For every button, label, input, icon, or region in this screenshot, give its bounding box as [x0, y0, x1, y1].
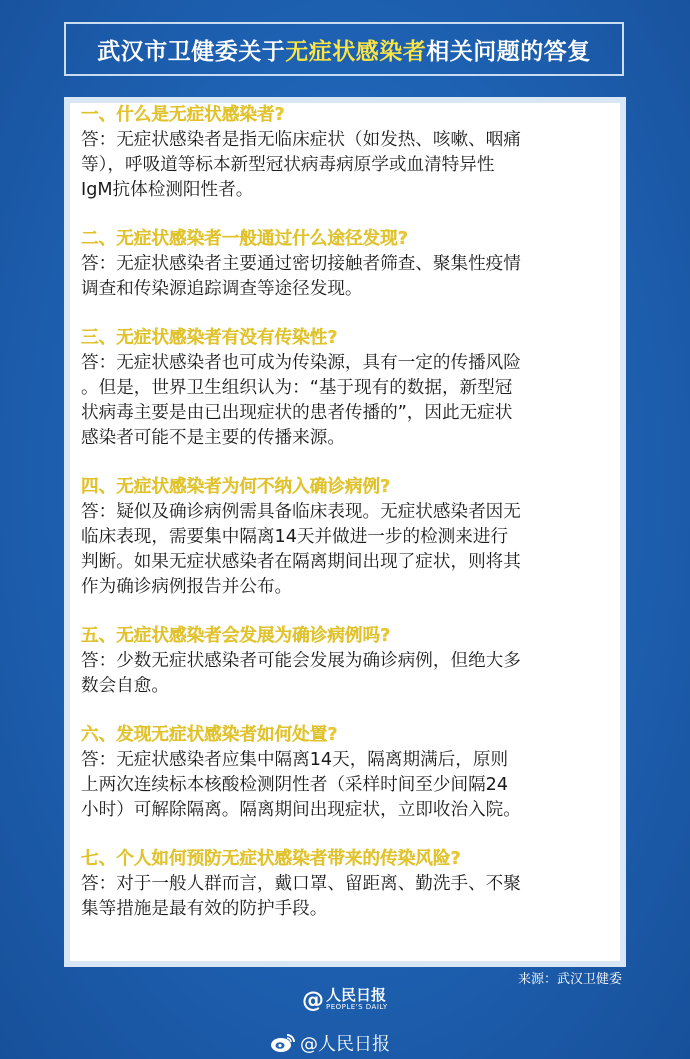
answer-1: 答：无症状感染者是指无临床症状（如发热、咳嗽、咽痛 等），呼吸道等标本新型冠状病毒病原学或血清特异性 IgM抗体检测阳性者。	[81, 130, 521, 200]
question-1: 一、什么是无症状感染者?	[81, 105, 285, 125]
weibo-icon	[270, 1033, 296, 1053]
question-6: 六、发现无症状感染者如何处置?	[81, 725, 338, 745]
qa-item-3	[81, 326, 626, 451]
question-2: 二、无症状感染者一般通过什么途径发现?	[81, 229, 408, 249]
qa-item-6	[81, 723, 626, 823]
qa-item-7	[81, 847, 626, 922]
answer-4: 答：疑似及确诊病例需具备临床表现。无症状感染者因无 临床表现，需要集中隔离14天并做进一步的检测来进行 判断。如果无症状感染者在隔离期间出现了症状，则将其 作为确诊病例报告并公布。	[81, 502, 521, 597]
weibo-watermark	[270, 1030, 390, 1056]
source-credit: 来源：武汉卫健委	[517, 972, 622, 987]
qa-item-2	[81, 227, 626, 302]
title-highlight: 无症状感染者	[285, 38, 427, 65]
answer-6: 答：无症状感染者应集中隔离14天，隔离期满后，原则 上两次连续标本核酸检测阴性者（采样时间至少间隔24 小时）可解除隔离。隔离期间出现症状，立即收治入院。	[81, 750, 521, 820]
answer-7: 答：对于一般人群而言，戴口罩、留距离、勤洗手、不聚 集等措施是最有效的防护手段。	[81, 874, 521, 919]
question-4: 四、无症状感染者为何不纳入确诊病例?	[81, 477, 391, 497]
title-suffix: 相关问题的答复	[426, 38, 591, 65]
watermark-text: @人民日报	[300, 1034, 390, 1055]
peoples-daily-logo	[302, 985, 388, 1013]
qa-item-4	[81, 475, 626, 600]
qa-item-1	[81, 103, 626, 203]
question-5: 五、无症状感染者会发展为确诊病例吗?	[81, 626, 391, 646]
page-title	[64, 22, 624, 76]
answer-3: 答：无症状感染者也可成为传染源，具有一定的传播风险 。但是，世界卫生组织认为：“基于现有的数据，新型冠 状病毒主要是由已出现症状的患者传播的”，因此无症状 感染者可能不是主要的传播来源。	[81, 353, 521, 448]
title-prefix: 武汉市卫健委关于	[97, 38, 286, 65]
logo-en: PEOPLE'S DAILY	[326, 1002, 388, 1011]
logo-at-icon: @	[302, 988, 324, 1013]
logo-brand	[326, 985, 388, 1013]
qa-item-5	[81, 624, 626, 699]
qa-card	[64, 97, 626, 967]
question-7: 七、个人如何预防无症状感染者带来的传染风险?	[81, 849, 461, 869]
answer-2: 答：无症状感染者主要通过密切接触者筛查、聚集性疫情 调查和传染源追踪调查等途径发现。	[81, 254, 521, 299]
answer-5: 答：少数无症状感染者可能会发展为确诊病例，但绝大多 数会自愈。	[81, 651, 521, 696]
logo-cn: 人民日报	[326, 985, 387, 1004]
question-3: 三、无症状感染者有没有传染性?	[81, 328, 338, 348]
